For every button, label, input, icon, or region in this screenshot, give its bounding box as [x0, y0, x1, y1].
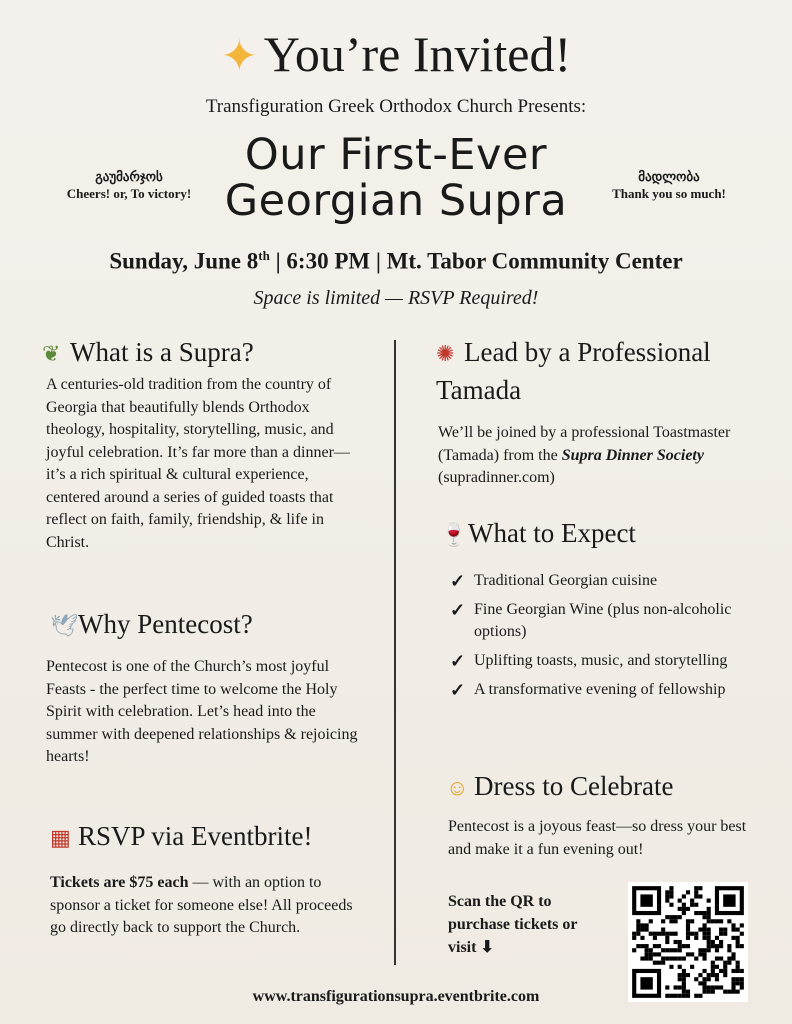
georgian-phrase-right — [584, 168, 754, 202]
ticket-price: Tickets are $75 each — [50, 874, 189, 891]
leaf-icon: ❦ — [42, 341, 61, 366]
check-icon: ✓ — [450, 651, 466, 671]
expect-item-cuisine: Traditional Georgian cuisine — [474, 572, 658, 589]
expect-item-wine: Fine Georgian Wine (plus non-alcoholic options) — [474, 601, 732, 640]
what-is-supra-heading — [42, 334, 254, 372]
presenter-line: Transfiguration Greek Orthodox Church Presents: — [205, 96, 587, 117]
tamada-heading-line1: Lead by a Professional — [464, 337, 711, 367]
tamada-heading-line2: Tamada — [436, 375, 522, 405]
what-is-supra-body: A centuries-old tradition from the country of Georgia that beautifully blends Orthodox theology, hospitality, storytelling, music, and joyful celebration. It’s far more than a dinner—it’s a rich spiritual & cultural experience, centered around a series of guided toasts that reflect on faith, family, friendship, & life in Christ. — [46, 376, 350, 551]
georgian-word-thanks: მადლობა — [638, 169, 700, 184]
down-arrow-icon: ⬇ — [480, 939, 494, 956]
event-time-location: | 6:30 PM | Mt. Tabor Community Center — [269, 248, 683, 274]
dress-heading-text: Dress to Celebrate — [474, 771, 674, 801]
scan-qr-instructions — [448, 890, 608, 959]
column-divider — [394, 340, 396, 965]
check-icon: ✓ — [450, 600, 466, 620]
event-date: Sunday, June 8 — [109, 248, 259, 274]
tamada-intro: We’ll be joined by a professional Toastmaster (Tamada) from the — [438, 424, 731, 464]
rsvp-heading — [50, 818, 312, 856]
check-icon: ✓ — [450, 680, 466, 700]
translation-cheers: Cheers! or, To victory! — [66, 186, 192, 201]
translation-thanks: Thank you so much! — [612, 186, 726, 201]
scan-qr-text: Scan the QR to purchase tickets or visit — [448, 893, 578, 956]
why-pentecost-body: Pentecost is one of the Church’s most joyful Feasts - the perfect time to welcome the Holy Spirit with celebration. Let’s head into the summer with deepened relationships & rejoicing hearts! — [46, 658, 358, 765]
qr-code[interactable] — [628, 882, 748, 1002]
dress-heading — [446, 768, 673, 806]
what-to-expect-heading — [440, 515, 636, 553]
event-date-location — [0, 248, 792, 275]
title-text: You’re Invited! — [263, 26, 572, 82]
date-suffix: th — [258, 248, 270, 263]
tamada-heading — [436, 334, 711, 408]
dove-icon: 🕊 — [50, 613, 78, 638]
check-icon: ✓ — [450, 571, 466, 591]
georgian-phrase-left — [44, 168, 214, 202]
dress-body: Pentecost is a joyous feast—so dress your best and make it a fun evening out! — [448, 818, 747, 858]
list-item — [444, 679, 734, 701]
event-name-line2: Georgian Supra — [224, 176, 568, 226]
rsvp-details: — with an option to sponsor a ticket for someone else! All proceeds go directly back to support the Church. — [50, 874, 353, 936]
invitation-title — [0, 26, 792, 85]
expect-item-fellowship: A transformative evening of fellowship — [474, 681, 726, 698]
tamada-website: (supradinner.com) — [438, 469, 555, 486]
georgian-word-cheers: გაუმარჯოს — [95, 169, 163, 184]
rsvp-heading-text: RSVP via Eventbrite! — [78, 821, 313, 851]
rsvp-required-line: Space is limited — RSVP Required! — [253, 287, 539, 309]
rsvp-body — [50, 872, 360, 940]
event-url[interactable]: www.transfigurationsupra.eventbrite.com — [252, 988, 540, 1005]
qr-code-image — [628, 882, 748, 1002]
calendar-icon: ▦ — [50, 825, 71, 850]
supra-dinner-society: Supra Dinner Society — [561, 446, 704, 464]
tamada-body — [438, 422, 738, 490]
party-popper-icon: ✺ — [436, 341, 455, 366]
expect-list — [444, 570, 734, 708]
why-pentecost-text: Why Pentecost? — [78, 609, 253, 639]
event-name-line1: Our First-Ever — [244, 130, 548, 180]
party-face-icon: ☺ — [446, 775, 469, 800]
wine-glass-icon: 🍷 — [440, 522, 468, 547]
expect-item-toasts: Uplifting toasts, music, and storytelling — [474, 652, 728, 669]
what-to-expect-text: What to Expect — [468, 518, 636, 548]
sparkles-icon: ✦ — [220, 32, 258, 81]
why-pentecost-heading — [50, 606, 253, 644]
list-item — [444, 570, 734, 592]
what-is-supra-text: What is a Supra? — [70, 337, 254, 367]
list-item — [444, 599, 734, 643]
list-item — [444, 650, 734, 672]
